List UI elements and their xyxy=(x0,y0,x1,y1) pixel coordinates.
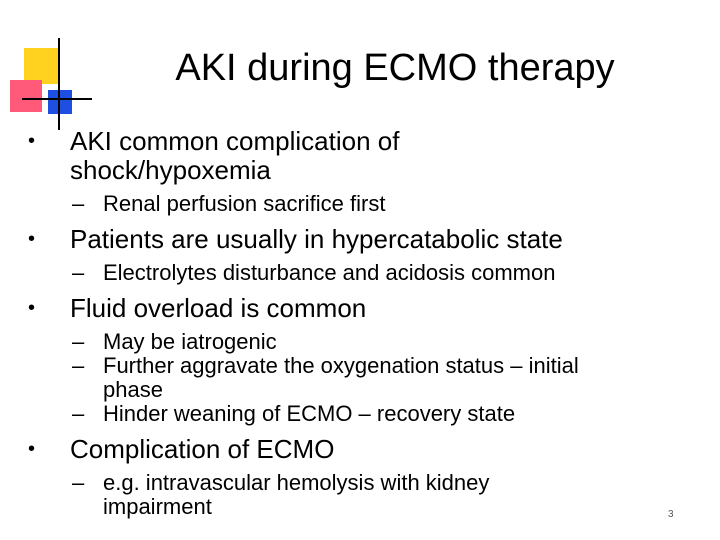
dash-icon: – xyxy=(72,191,85,216)
dash-icon: – xyxy=(72,470,85,495)
logo-red-square xyxy=(10,80,42,112)
bullet-line: Patients are usually in hypercatabolic state xyxy=(70,224,563,254)
bullet-icon: • xyxy=(28,438,36,460)
bullet-icon: • xyxy=(28,228,36,250)
bullet-line: Complication of ECMO xyxy=(70,434,335,464)
sub-bullet-item xyxy=(28,330,688,354)
bullet-item xyxy=(28,294,688,323)
sub-bullet-item xyxy=(28,192,688,216)
bullet-item xyxy=(28,127,688,185)
logo-decoration xyxy=(0,0,90,120)
dash-icon: – xyxy=(72,353,85,378)
sub-bullet-item xyxy=(28,471,688,519)
sub-bullet-line: phase xyxy=(103,377,163,402)
sub-bullet-item xyxy=(28,261,688,285)
logo-vertical-line xyxy=(58,38,60,130)
sub-bullet-line: Electrolytes disturbance and acidosis common xyxy=(103,260,556,285)
slide-title: AKI during ECMO therapy xyxy=(175,47,615,89)
bullet-icon: • xyxy=(28,297,36,319)
logo-yellow-square xyxy=(24,48,60,84)
sub-bullet-line: Hinder weaning of ECMO – recovery state xyxy=(103,401,516,426)
bullet-item xyxy=(28,225,688,254)
sub-bullet-line: Further aggravate the oxygenation status – initial xyxy=(103,353,579,378)
sub-bullet-line: e.g. intravascular hemolysis with kidney xyxy=(103,470,490,495)
sub-bullet-line: Renal perfusion sacrifice first xyxy=(103,191,386,216)
dash-icon: – xyxy=(72,329,85,354)
page-number: 3 xyxy=(668,509,674,520)
sub-bullet-item xyxy=(28,354,688,402)
bullet-item xyxy=(28,435,688,464)
sub-bullet-line: May be iatrogenic xyxy=(103,329,277,354)
sub-bullet-item xyxy=(28,402,688,426)
bullet-line: Fluid overload is common xyxy=(70,293,367,323)
logo-horizontal-line xyxy=(22,98,92,100)
sub-bullet-line: impairment xyxy=(103,494,212,519)
bullet-icon: • xyxy=(28,130,36,152)
logo-blue-square xyxy=(48,90,72,114)
bullet-line: shock/hypoxemia xyxy=(70,155,271,185)
bullet-list xyxy=(28,127,688,519)
dash-icon: – xyxy=(72,401,85,426)
bullet-line: AKI common complication of xyxy=(70,126,400,156)
dash-icon: – xyxy=(72,260,85,285)
